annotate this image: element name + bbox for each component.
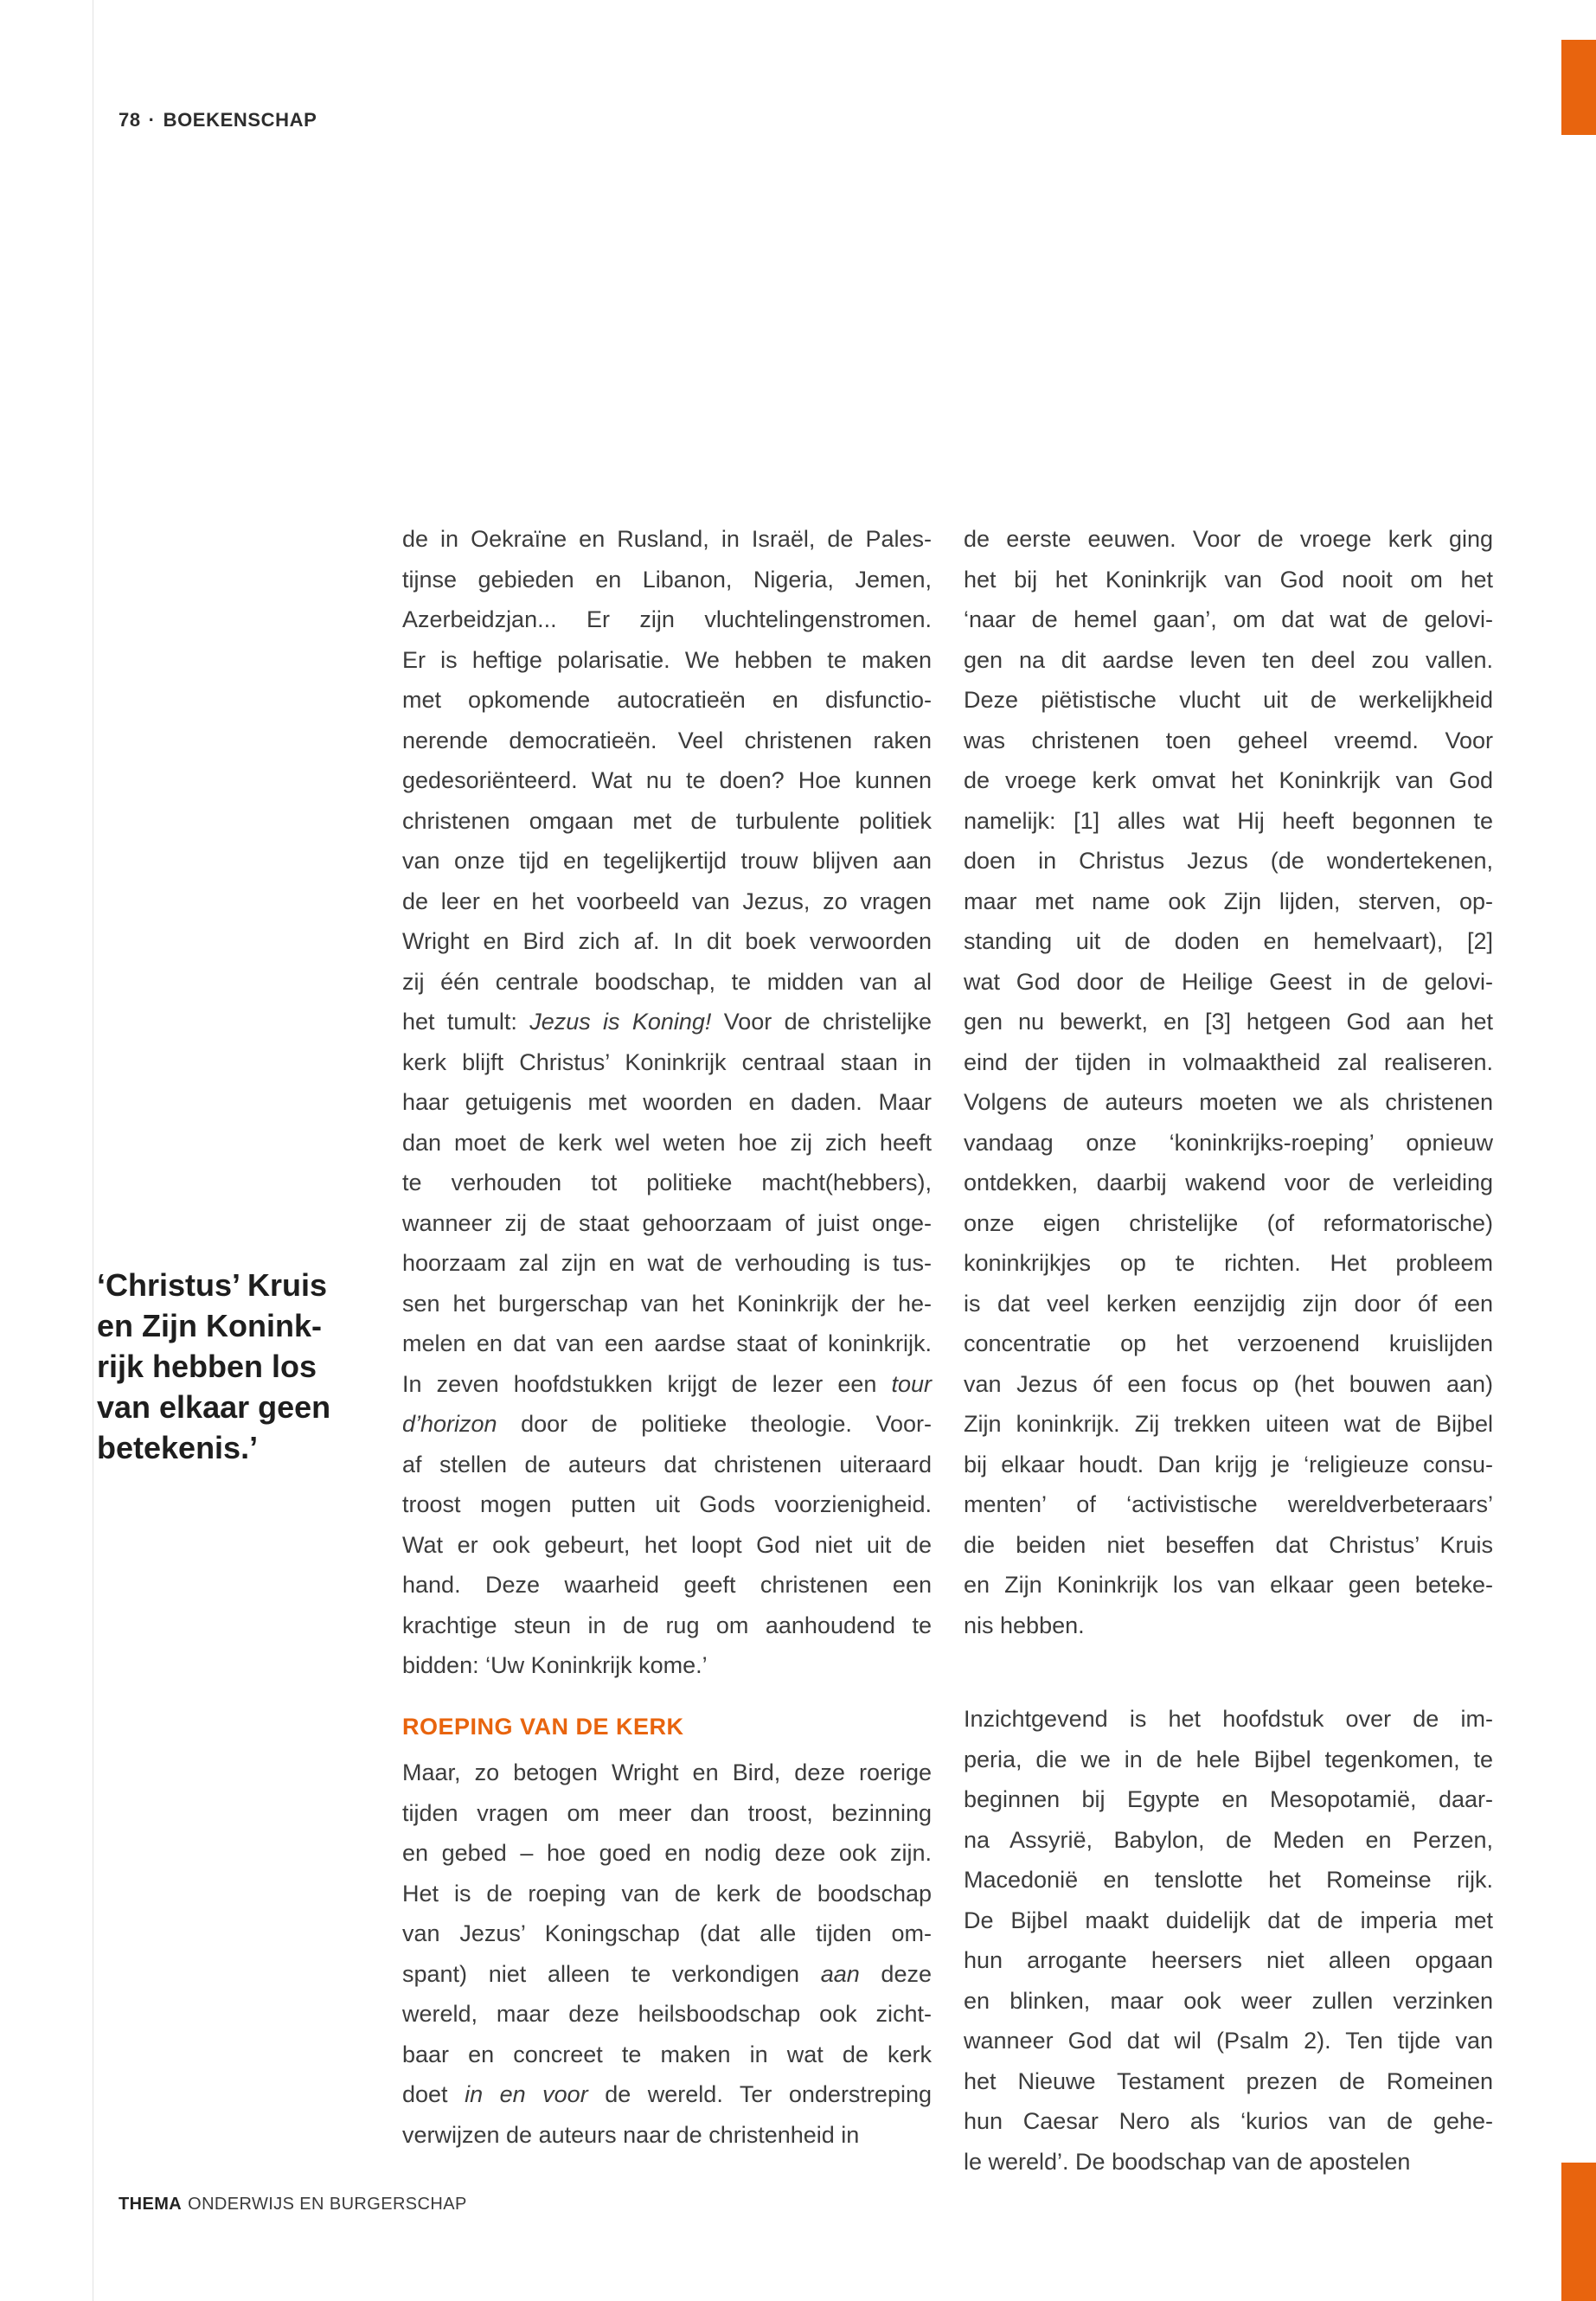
text-line: nerende democratieën. Veel christenen raken	[402, 727, 932, 753]
text-line: Er is heftige polarisatie. We hebben te maken	[402, 646, 932, 673]
text-line: Inzichtgevend is het hoofdstuk over de im-	[964, 1706, 1493, 1732]
text-line: gedesoriënteerd. Wat nu te doen? Hoe kunnen	[402, 767, 932, 793]
text-line: te verhouden tot politieke macht(hebbers),	[402, 1170, 932, 1195]
text-line: christenen omgaan met de turbulente politiek	[402, 807, 932, 834]
text-line: sen het burgerschap van het Koninkrijk der he-	[402, 1290, 932, 1317]
text-line: af stellen de auteurs dat christenen uiteraard	[402, 1451, 932, 1477]
text-line: met opkomende autocratieën en disfunctio-	[402, 687, 932, 713]
text-line: die beiden niet beseffen dat Christus’ Kruis	[964, 1531, 1493, 1558]
text-line: le wereld’. De boodschap van de apostelen	[964, 2148, 1411, 2175]
footer-theme-label: THEMA	[119, 2195, 183, 2214]
page-footer	[119, 2195, 467, 2214]
text-line: van Jezus’ Koningschap (dat alle tijden om-	[402, 1920, 932, 1946]
top-right-accent-bar	[1561, 40, 1596, 135]
text-line: de leer en het voorbeeld van Jezus, zo vragen	[402, 888, 932, 914]
text-line: koninkrijkjes op te richten. Het probleem	[964, 1250, 1493, 1276]
text-line: Zijn koninkrijk. Zij trekken uiteen wat de Bijbel	[964, 1411, 1493, 1437]
text-line: Het is de roeping van de kerk de boodschap	[402, 1880, 932, 1907]
text-line: ontdekken, daarbij wakend voor de verleiding	[964, 1170, 1493, 1195]
text-line: standing uit de doden en hemelvaart), [2]	[964, 928, 1493, 954]
paragraph	[964, 1699, 1493, 2182]
text-line: van elkaar geen	[97, 1389, 331, 1425]
text-line: en gebed – hoe goed en nodig deze ook zijn.	[402, 1840, 932, 1866]
footer-theme-text: ONDERWIJS EN BURGERSCHAP	[188, 2195, 467, 2214]
text-line: tijden vragen om meer dan troost, bezinning	[402, 1799, 932, 1826]
text-line: Deze piëtistische vlucht uit de werkelijkheid	[964, 687, 1493, 713]
text-line: wanneer zij de staat gehoorzaam of juist onge-	[402, 1209, 932, 1236]
text-line: na Assyrië, Babylon, de Meden en Perzen,	[964, 1826, 1493, 1853]
text-line: Wat er ook gebeurt, het loopt God niet uit de	[402, 1531, 932, 1558]
section-heading: ROEPING VAN DE KERK	[402, 1713, 684, 1740]
text-line: dan moet de kerk wel weten hoe zij zich heeft	[402, 1129, 932, 1156]
text-line: haar getuigenis met woorden en daden. Maar	[402, 1089, 932, 1115]
text-line: en Zijn Koninkrijk los van elkaar geen beteke-	[964, 1572, 1493, 1598]
text-line: de eerste eeuwen. Voor de vroege kerk ging	[964, 526, 1493, 552]
text-line: Maar, zo betogen Wright en Bird, deze roerige	[402, 1759, 932, 1785]
text-line: hun Caesar Nero als ‘kurios van de gehe-	[964, 2108, 1493, 2134]
text-line: baar en concreet te maken in wat de kerk	[402, 2041, 932, 2067]
text-line: wat God door de Heilige Geest in de gelovi-	[964, 968, 1493, 995]
text-line: de vroege kerk omvat het Koninkrijk van God	[964, 767, 1493, 793]
text-line: ‘naar de hemel gaan’, om dat wat de gelovi-	[964, 606, 1493, 632]
text-line: bij elkaar houdt. Dan krijg je ‘religieuze consu-	[964, 1451, 1493, 1477]
text-line: concentratie op het verzoenend kruislijden	[964, 1330, 1493, 1356]
text-line: onze eigen christelijke (of reformatorische)	[964, 1209, 1493, 1236]
article-column-1	[402, 519, 932, 2155]
text-line: melen en dat van een aardse staat of koninkrijk.	[402, 1330, 932, 1356]
text-line: en blinken, maar ook weer zullen verzinken	[964, 1987, 1493, 2014]
text-line: gen nu bewerkt, en [3] hetgeen God aan het	[964, 1009, 1493, 1035]
text-line: is dat veel kerken eenzijdig zijn door óf een	[964, 1290, 1493, 1317]
text-line: kerk blijft Christus’ Koninkrijk centraal staan in	[402, 1048, 932, 1075]
text-line: nis hebben.	[964, 1612, 1085, 1638]
text-line: menten’ of ‘activistische wereldverbeteraars’	[964, 1491, 1493, 1517]
text-line: Macedonië en tenslotte het Romeinse rijk.	[964, 1867, 1493, 1893]
text-line: was christenen toen geheel vreemd. Voor	[964, 727, 1493, 753]
text-line: betekenis.’	[97, 1430, 259, 1465]
text-line: In zeven hoofdstukken krijgt de lezer een tour	[402, 1370, 932, 1397]
paragraph	[402, 1753, 932, 2155]
text-line: beginnen bij Egypte en Mesopotamië, daar-	[964, 1786, 1493, 1812]
text-line: maar met name ook Zijn lijden, sterven, op-	[964, 888, 1493, 914]
text-line: gen na dit aardse leven ten deel zou vallen.	[964, 646, 1493, 673]
header-separator: ·	[148, 109, 156, 131]
text-line: het Nieuwe Testament prezen de Romeinen	[964, 2067, 1493, 2094]
text-line: troost mogen putten uit Gods voorzienigheid.	[402, 1491, 932, 1517]
page-header	[119, 109, 317, 131]
text-line: het bij het Koninkrijk van God nooit om het	[964, 566, 1493, 593]
text-line: wanneer God dat wil (Psalm 2). Ten tijde van	[964, 2028, 1493, 2054]
text-line: de in Oekraïne en Rusland, in Israël, de Pales-	[402, 526, 932, 552]
text-line: doet in en voor de wereld. Ter onderstreping	[402, 2081, 932, 2107]
text-line: en Zijn Konink-	[97, 1308, 322, 1343]
text-line: het tumult: Jezus is Koning! Voor de christelijke	[402, 1009, 932, 1035]
text-line: van onze tijd en tegelijkertijd trouw blijven aan	[402, 848, 932, 874]
section-name: BOEKENSCHAP	[163, 109, 317, 131]
text-line: hoorzaam zal zijn en wat de verhouding is tus-	[402, 1250, 932, 1276]
paragraph	[402, 519, 932, 1686]
text-line: eind der tijden in volmaaktheid zal realiseren.	[964, 1048, 1493, 1075]
page-number: 78	[119, 109, 141, 131]
text-line: spant) niet alleen te verkondigen aan deze	[402, 1960, 932, 1987]
paragraph	[964, 519, 1493, 1645]
text-line: peria, die we in de hele Bijbel tegenkomen, te	[964, 1746, 1493, 1772]
text-line: verwijzen de auteurs naar de christenheid in	[402, 2121, 860, 2148]
text-line: tijnse gebieden en Libanon, Nigeria, Jemen,	[402, 566, 932, 593]
text-line: krachtige steun in de rug om aanhoudend te	[402, 1612, 932, 1638]
text-line: hand. Deze waarheid geeft christenen een	[402, 1572, 932, 1598]
article-column-2	[964, 519, 1493, 2182]
text-line: doen in Christus Jezus (de wondertekenen,	[964, 848, 1493, 874]
text-line: hun arrogante heersers niet alleen opgaan	[964, 1947, 1493, 1973]
text-line: van Jezus óf een focus op (het bouwen aan)	[964, 1370, 1493, 1397]
pull-quote	[97, 1265, 382, 1468]
text-line: zij één centrale boodschap, te midden van al	[402, 968, 932, 995]
text-line: namelijk: [1] alles wat Hij heeft begonnen te	[964, 807, 1493, 834]
text-line: Volgens de auteurs moeten we als christenen	[964, 1089, 1493, 1115]
text-line: d’horizon door de politieke theologie. Voor-	[402, 1411, 932, 1437]
text-line: Azerbeidzjan... Er zijn vluchtelingenstromen.	[402, 606, 932, 632]
text-line: wereld, maar deze heilsboodschap ook zicht-	[402, 2001, 932, 2027]
text-line: Wright en Bird zich af. In dit boek verwoorden	[402, 928, 932, 954]
bottom-right-accent-bar	[1561, 2163, 1596, 2301]
text-line: bidden: ‘Uw Koninkrijk kome.’	[402, 1652, 708, 1678]
text-line: vandaag onze ‘koninkrijks-roeping’ opnieuw	[964, 1129, 1493, 1156]
text-line: rijk hebben los	[97, 1349, 317, 1384]
text-line: ‘Christus’ Kruis	[97, 1267, 328, 1303]
text-line: De Bijbel maakt duidelijk dat de imperia met	[964, 1907, 1493, 1933]
